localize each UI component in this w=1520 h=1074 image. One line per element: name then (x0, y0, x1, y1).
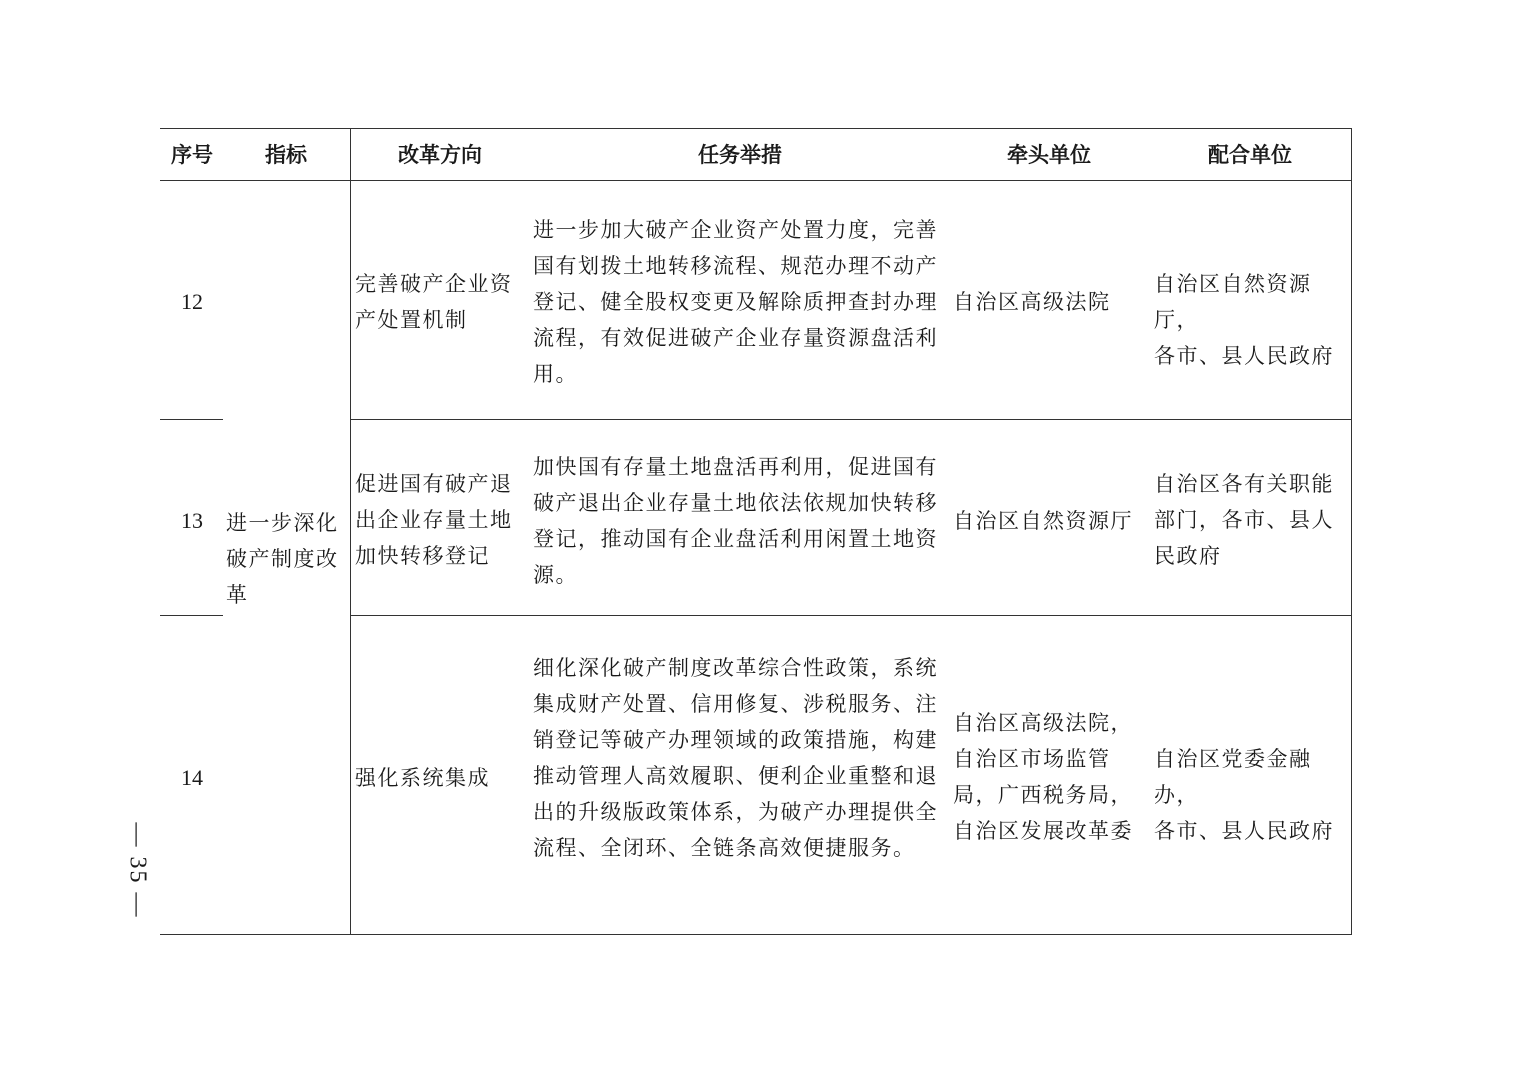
measures-cell: 加快国有存量土地盘活再利用，促进国有破产退出企业存量土地依法依规加快转移登记，推动国有企业盘活利用闲置土地资源。 (533, 455, 938, 587)
header-bottom-border (160, 180, 1352, 181)
indicator-right-border (350, 128, 351, 935)
lead-unit-cell: 自治区高级法院， 自治区市场监管局，广西税务局， 自治区发展改革委 (953, 711, 1133, 843)
measures-cell: 进一步加大破产企业资产处置力度，完善国有划拨土地转移流程、规范办理不动产登记、健全股权变更及解除质押查封办理流程，有效促进破产企业存量资源盘活利用。 (533, 218, 938, 386)
coop-unit-cell: 自治区党委金融办， 各市、县人民政府 (1154, 747, 1334, 843)
row-12-bottom-border (350, 419, 1352, 420)
header-lead: 牵头单位 (1007, 143, 1091, 167)
coop-unit-cell: 自治区自然资源厅， 各市、县人民政府 (1154, 272, 1334, 368)
table-right-border (1351, 128, 1352, 935)
row-13-bottom-border-left (160, 615, 223, 616)
measures-cell: 细化深化破产制度改革综合性政策，系统集成财产处置、信用修复、涉税服务、注销登记等破产办理领域的政策措施，构建推动管理人高效履职、便利企业重整和退出的升级版政策体系，为破产办理提供全流程、全闭环、全链条高效便捷服务。 (533, 656, 938, 860)
page-number-text: — 35 — (124, 822, 151, 918)
header-direction: 改革方向 (398, 143, 482, 167)
direction-cell: 强化系统集成 (355, 766, 490, 790)
row-12-bottom-border-left (160, 419, 223, 420)
row-number: 12 (181, 289, 203, 314)
coop-unit-cell: 自治区各有关职能部门，各市、县人民政府 (1154, 472, 1334, 568)
header-coop: 配合单位 (1208, 143, 1292, 167)
header-indicator: 指标 (265, 143, 307, 167)
table-top-border (160, 128, 1352, 129)
row-13-bottom-border (350, 615, 1352, 616)
header-no: 序号 (171, 143, 213, 167)
lead-unit-cell: 自治区自然资源厅 (953, 509, 1133, 533)
header-measures: 任务举措 (698, 143, 782, 167)
direction-cell: 完善破产企业资产处置机制 (355, 272, 513, 332)
indicator-cell: 进一步深化破产制度改革 (226, 511, 339, 607)
lead-unit-cell: 自治区高级法院 (953, 290, 1111, 314)
page-number (112, 820, 162, 920)
table-bottom-border (160, 934, 1352, 935)
row-number: 13 (181, 508, 203, 533)
direction-cell: 促进国有破产退出企业存量土地加快转移登记 (355, 472, 513, 568)
row-number: 14 (181, 765, 203, 790)
